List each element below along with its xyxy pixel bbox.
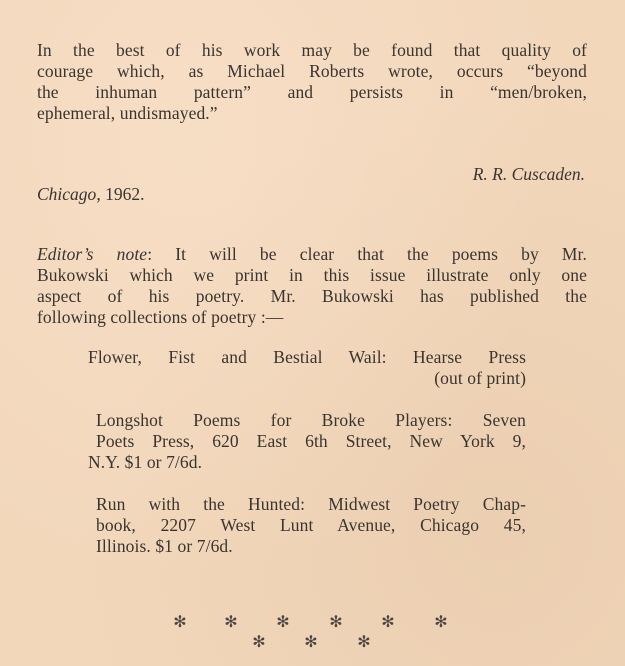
editors-note-label: Editor’s note: [37, 244, 148, 264]
asterism-icon: ✻: [224, 612, 238, 631]
text-line: [37, 244, 587, 265]
asterism-icon: ✻: [304, 632, 318, 651]
place-date: [37, 184, 144, 205]
text-line: ephemeral, undismayed.”: [37, 103, 218, 123]
text-line: book, 2207 West Lunt Avenue, Chicago 45,: [96, 515, 526, 535]
text-line: Illinois. $1 or 7/6d.: [96, 536, 233, 556]
editors-note-text: : It will be clear that the poems by Mr.: [147, 244, 587, 264]
asterism-icon: ✻: [252, 632, 266, 651]
collection-entry: [88, 410, 526, 473]
place-city: Chicago: [37, 184, 97, 204]
ornament-row: [0, 632, 625, 652]
asterism-icon: ✻: [276, 612, 290, 631]
place-year: , 1962.: [96, 184, 145, 204]
text-line: Bukowski which we print in this issue illustrate only one: [37, 265, 587, 285]
text-line: the inhuman pattern” and persists in “men/broken,: [37, 82, 587, 102]
asterism-icon: ✻: [357, 632, 371, 651]
asterism-icon: ✻: [434, 612, 448, 631]
text-line: (out of print): [434, 368, 526, 388]
ornament-row: [0, 612, 625, 632]
collection-entry: [96, 494, 526, 557]
text-line: Longshot Poems for Broke Players: Seven: [96, 410, 526, 430]
text-line: Run with the Hunted: Midwest Poetry Chap-: [96, 494, 526, 514]
author-signature: R. R. Cuscaden.: [472, 164, 585, 184]
closing-paragraph: [37, 40, 587, 124]
text-line: In the best of his work may be found that quality of: [37, 40, 587, 60]
editors-note: [37, 244, 587, 328]
text-line: following collections of poetry :—: [37, 307, 284, 327]
collection-entry: [88, 347, 526, 389]
asterism-icon: ✻: [173, 612, 187, 631]
text-line: Poets Press, 620 East 6th Street, New York 9,: [96, 431, 526, 451]
text-line: courage which, as Michael Roberts wrote, occurs “beyond: [37, 61, 587, 81]
asterism-icon: ✻: [381, 612, 395, 631]
text-line: N.Y. $1 or 7/6d.: [88, 452, 203, 472]
text-line: Flower, Fist and Bestial Wail: Hearse Press: [88, 347, 526, 367]
text-line: aspect of his poetry. Mr. Bukowski has published the: [37, 286, 587, 306]
asterism-icon: ✻: [329, 612, 343, 631]
